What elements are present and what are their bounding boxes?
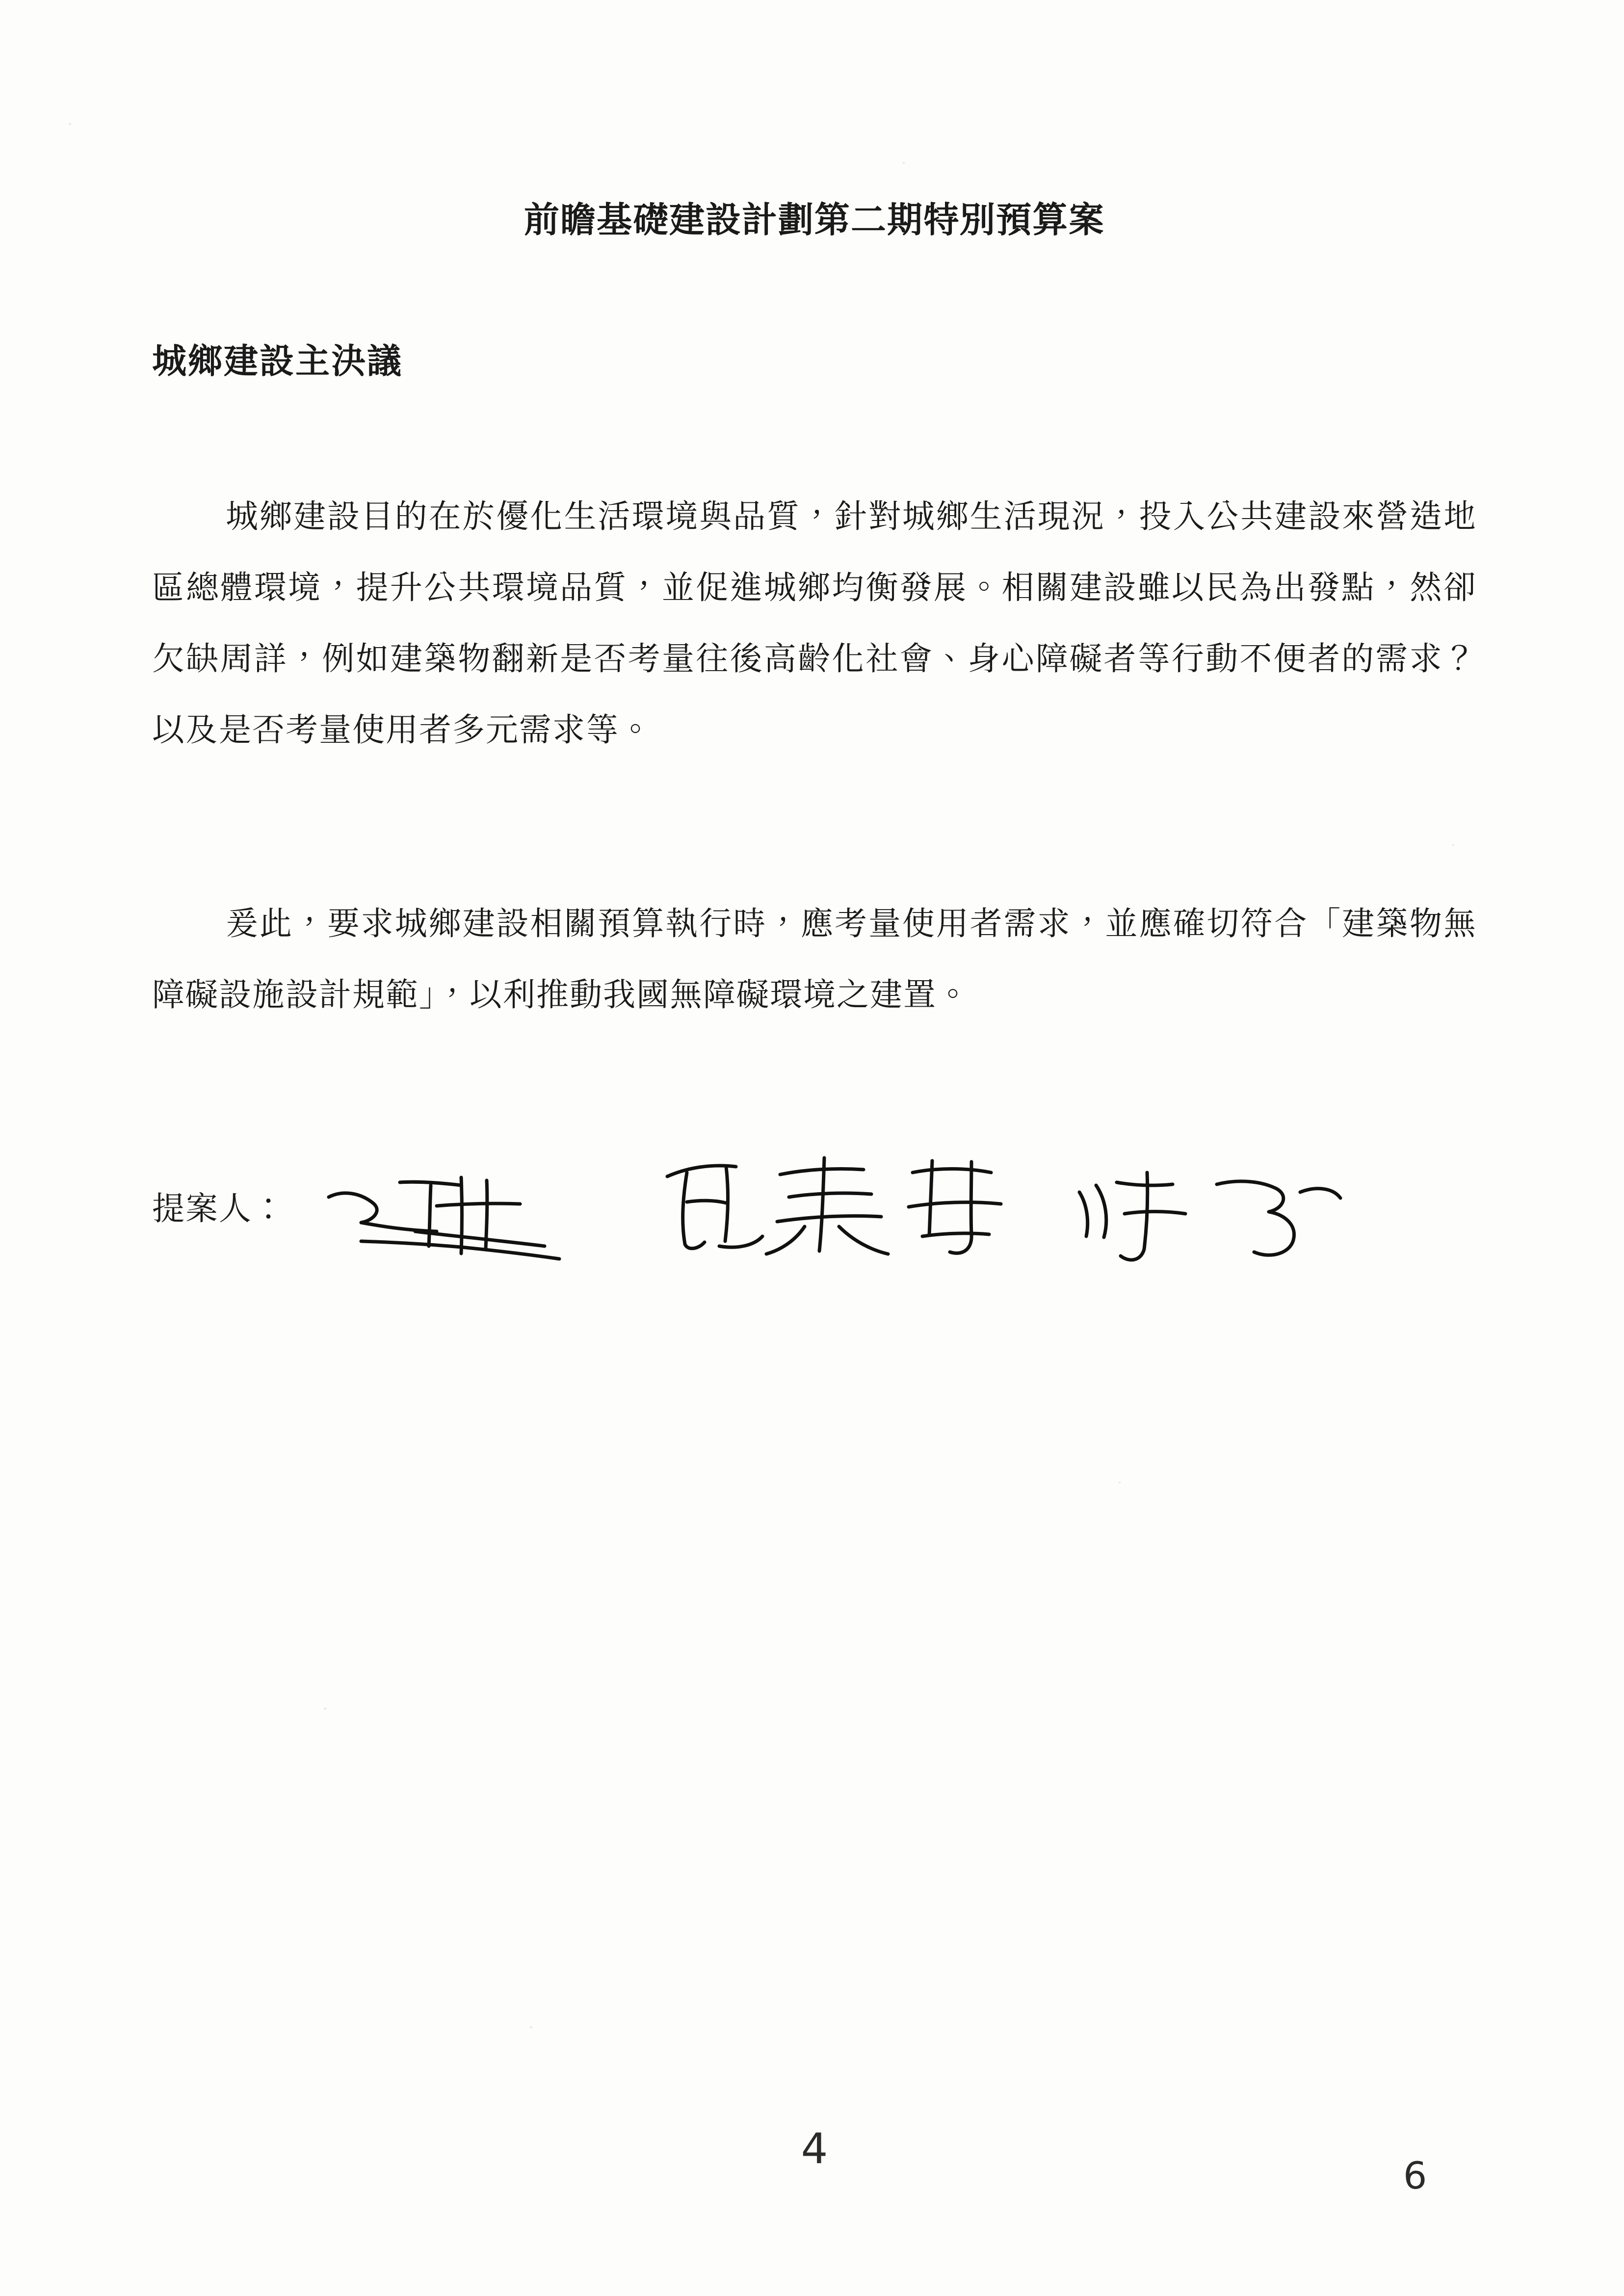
signature-group [314, 1153, 1477, 1280]
scan-speckle [324, 1707, 326, 1710]
page-title: 前瞻基礎建設計劃第二期特別預算案 [524, 199, 1105, 240]
scan-speckle [69, 123, 71, 125]
page-number-corner: 6 [1403, 2154, 1427, 2197]
document-body [147, 0, 1482, 2296]
signature-3 [1070, 1163, 1374, 1266]
section-heading: 城鄉建設主決議 [152, 340, 403, 381]
signature-2 [657, 1153, 1030, 1266]
page-number-center: 4 [801, 2124, 828, 2173]
scan-speckle [1119, 1482, 1121, 1484]
proposer-row [152, 1153, 1477, 1280]
signature-1 [314, 1168, 618, 1271]
scan-speckle [530, 2026, 532, 2029]
paragraph-1: 城鄉建設目的在於優化生活環境與品質，針對城鄉生活現況，投入公共建設來營造地區總體環境，提升公共環境品質，並促進城鄉均衡發展。相關建設雖以民為出發點，然卻欠缺周詳，例如建築物翻新是否考量往後高齡化社會、身心障礙者等行動不便者的需求？以及是否考量使用者多元需求等。 [152, 497, 1477, 749]
paragraph-2: 爰此，要求城鄉建設相關預算執行時，應考量使用者需求，並應確切符合「建築物無障礙設施設計規範」，以利推動我國無障礙環境之建置。 [152, 905, 1477, 1014]
scan-speckle [1452, 844, 1454, 846]
scan-speckle [903, 162, 905, 164]
proposer-label: 提案人： [152, 1190, 286, 1227]
